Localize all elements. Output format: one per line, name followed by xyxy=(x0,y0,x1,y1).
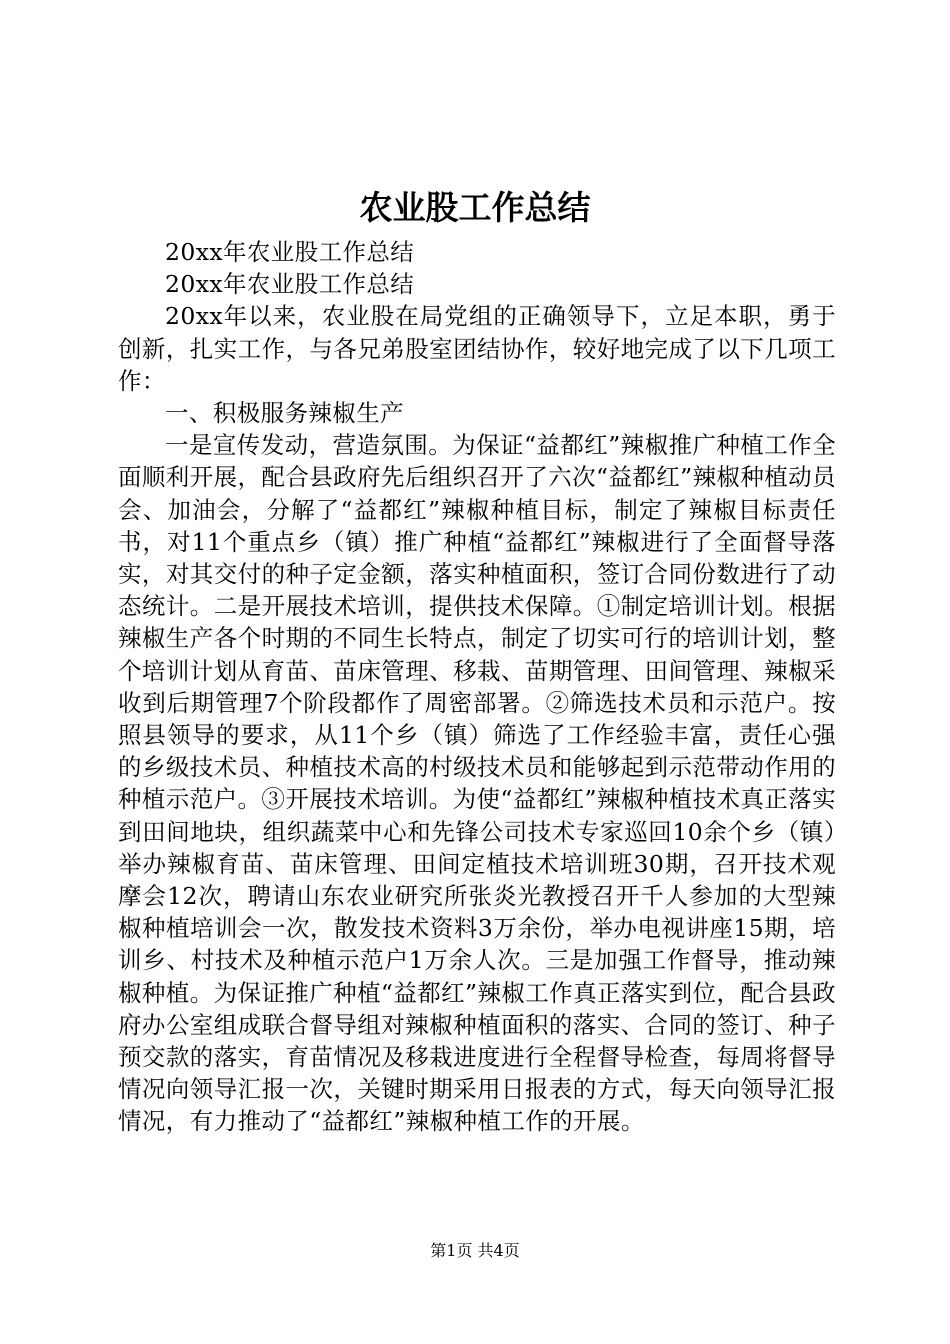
page-number-footer: 第1页 共4页 xyxy=(430,1241,520,1260)
document-body xyxy=(118,236,836,1138)
subtitle-line: 20xx年农业股工作总结 xyxy=(165,270,415,299)
document-title: 农业股工作总结 xyxy=(359,188,591,227)
body-paragraph: 一是宣传发动，营造氛围。为保证“益都红”辣椒推广种植工作全面顺利开展，配合县政府先后组织召开了六次“益都红”辣椒种植动员会、加油会，分解了“益都红”辣椒种植目标，制定了辣椒目标责任书，对11个重点乡（镇）推广种植“益都红”辣椒进行了全面督导落实，对其交付的种子定金额，落实种植面积，签订合同份数进行了动态统计。二是开展技术培训，提供技术保障。①制定培训计划。根据辣椒生产各个时期的不同生长特点，制定了切实可行的培训计划，整个培训计划从育苗、苗床管理、移栽、苗期管理、田间管理、辣椒采收到后期管理7个阶段都作了周密部署。②筛选技术员和示范户。按照县领导的要求，从11个乡（镇）筛选了工作经验丰富，责任心强的乡级技术员、种植技术高的村级技术员和能够起到示范带动作用的种植示范户。③开展技术培训。为使“益都红”辣椒种植技术真正落实到田间地块，组织蔬菜中心和先锋公司技术专家巡回10余个乡（镇）举办辣椒育苗、苗床管理、田间定植技术培训班30期，召开技术观摩会12次，聘请山东农业研究所张炎光教授召开千人参加的大型辣椒种植培训会一次，散发技术资料3万余份，举办电视讲座15期，培训乡、村技术及种植示范户1万余人次。三是加强工作督导，推动辣椒种植。为保证推广种植“益都红”辣椒工作真正落实到位，配合县政府办公室组成联合督导组对辣椒种植面积的落实、合同的签订、种子预交款的落实，育苗情况及移栽进度进行全程督导检查，每周将督导情况向领导汇报一次，关键时期采用日报表的方式，每天向领导汇报情况，有力推动了“益都红”辣椒种植工作的开展。 xyxy=(118,431,836,1136)
subtitle-line: 20xx年农业股工作总结 xyxy=(165,238,415,266)
section-heading: 一、积极服务辣椒生产 xyxy=(165,399,404,428)
intro-paragraph: 20xx年以来，农业股在局党组的正确领导下，立足本职，勇于创新，扎实工作，与各兄弟股室团结协作，较好地完成了以下几项工作： xyxy=(118,302,836,395)
